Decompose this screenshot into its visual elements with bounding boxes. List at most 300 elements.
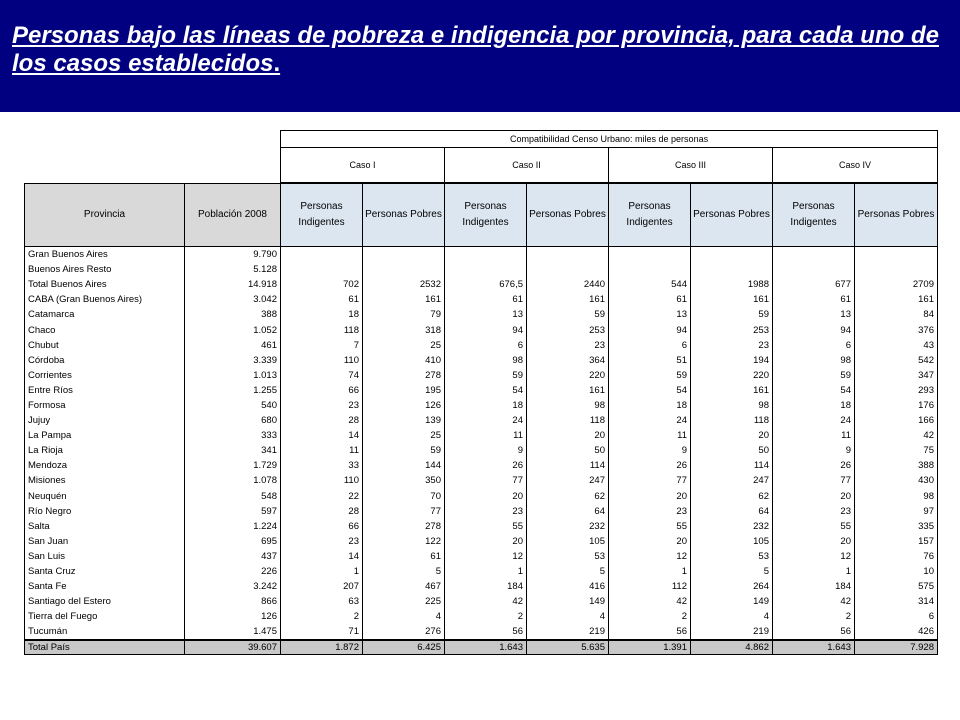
table-row bbox=[25, 594, 938, 609]
value-cell: 1 bbox=[609, 564, 691, 579]
value-cell: 24 bbox=[445, 413, 527, 428]
table-row bbox=[25, 534, 938, 549]
value-cell: 59 bbox=[363, 443, 445, 458]
value-cell: 22 bbox=[281, 489, 363, 504]
value-cell: 702 bbox=[281, 277, 363, 292]
value-cell: 112 bbox=[609, 579, 691, 594]
value-cell: 25 bbox=[363, 338, 445, 353]
value-cell: 157 bbox=[855, 534, 938, 549]
value-cell: 62 bbox=[527, 489, 609, 504]
total-cell: 1.391 bbox=[609, 640, 691, 655]
case-header: Caso III bbox=[609, 148, 773, 183]
value-cell: 3.242 bbox=[185, 579, 281, 594]
value-cell: 66 bbox=[281, 519, 363, 534]
value-cell: 350 bbox=[363, 473, 445, 488]
province-cell: Tierra del Fuego bbox=[25, 609, 185, 624]
value-cell: 2 bbox=[773, 609, 855, 624]
value-cell: 98 bbox=[691, 398, 773, 413]
table-row bbox=[25, 353, 938, 368]
value-cell: 11 bbox=[445, 428, 527, 443]
value-cell: 59 bbox=[773, 368, 855, 383]
value-cell: 77 bbox=[773, 473, 855, 488]
province-cell: Entre Ríos bbox=[25, 383, 185, 398]
value-cell: 11 bbox=[773, 428, 855, 443]
value-cell bbox=[691, 262, 773, 277]
value-cell: 13 bbox=[773, 307, 855, 322]
value-cell: 105 bbox=[691, 534, 773, 549]
province-cell: Neuquén bbox=[25, 489, 185, 504]
province-cell: Jujuy bbox=[25, 413, 185, 428]
value-cell: 76 bbox=[855, 549, 938, 564]
value-cell: 59 bbox=[527, 307, 609, 322]
poverty-table bbox=[24, 183, 938, 655]
value-cell: 278 bbox=[363, 368, 445, 383]
value-cell: 1.255 bbox=[185, 383, 281, 398]
value-cell: 18 bbox=[445, 398, 527, 413]
value-cell: 94 bbox=[773, 322, 855, 337]
value-cell: 98 bbox=[527, 398, 609, 413]
col-indigentes-header: Personas Indigentes bbox=[281, 184, 363, 247]
value-cell: 53 bbox=[527, 549, 609, 564]
value-cell bbox=[363, 262, 445, 277]
table-row bbox=[25, 549, 938, 564]
value-cell: 11 bbox=[281, 443, 363, 458]
table-row bbox=[25, 262, 938, 277]
province-cell: Santa Cruz bbox=[25, 564, 185, 579]
table-row bbox=[25, 519, 938, 534]
value-cell: 74 bbox=[281, 368, 363, 383]
value-cell: 23 bbox=[691, 338, 773, 353]
value-cell: 66 bbox=[281, 383, 363, 398]
table-row bbox=[25, 624, 938, 640]
value-cell: 161 bbox=[855, 292, 938, 307]
value-cell: 4 bbox=[691, 609, 773, 624]
table-row bbox=[25, 564, 938, 579]
value-cell: 13 bbox=[445, 307, 527, 322]
value-cell: 2532 bbox=[363, 277, 445, 292]
value-cell: 110 bbox=[281, 353, 363, 368]
value-cell: 20 bbox=[773, 489, 855, 504]
value-cell: 98 bbox=[445, 353, 527, 368]
value-cell: 1.475 bbox=[185, 624, 281, 640]
value-cell: 20 bbox=[773, 534, 855, 549]
value-cell: 12 bbox=[609, 549, 691, 564]
value-cell: 2 bbox=[281, 609, 363, 624]
value-cell bbox=[773, 247, 855, 263]
value-cell: 149 bbox=[527, 594, 609, 609]
province-cell: Misiones bbox=[25, 473, 185, 488]
province-cell: San Juan bbox=[25, 534, 185, 549]
value-cell: 110 bbox=[281, 473, 363, 488]
value-cell: 122 bbox=[363, 534, 445, 549]
province-cell: San Luis bbox=[25, 549, 185, 564]
total-row bbox=[25, 640, 938, 655]
value-cell: 597 bbox=[185, 504, 281, 519]
value-cell: 55 bbox=[773, 519, 855, 534]
table-row bbox=[25, 443, 938, 458]
value-cell: 98 bbox=[855, 489, 938, 504]
case-header: Caso IV bbox=[773, 148, 938, 183]
value-cell bbox=[527, 262, 609, 277]
province-cell: Tucumán bbox=[25, 624, 185, 640]
value-cell: 28 bbox=[281, 413, 363, 428]
province-cell: Santa Fe bbox=[25, 579, 185, 594]
value-cell: 53 bbox=[691, 549, 773, 564]
table-row bbox=[25, 398, 938, 413]
value-cell bbox=[691, 247, 773, 263]
province-cell: CABA (Gran Buenos Aires) bbox=[25, 292, 185, 307]
province-cell: Corrientes bbox=[25, 368, 185, 383]
province-cell: La Rioja bbox=[25, 443, 185, 458]
value-cell: 1.078 bbox=[185, 473, 281, 488]
value-cell: 20 bbox=[609, 534, 691, 549]
value-cell: 70 bbox=[363, 489, 445, 504]
value-cell: 20 bbox=[609, 489, 691, 504]
table-row bbox=[25, 413, 938, 428]
value-cell: 55 bbox=[609, 519, 691, 534]
value-cell: 161 bbox=[527, 383, 609, 398]
table-row bbox=[25, 609, 938, 624]
value-cell: 42 bbox=[609, 594, 691, 609]
value-cell: 426 bbox=[855, 624, 938, 640]
value-cell: 1.013 bbox=[185, 368, 281, 383]
value-cell: 253 bbox=[691, 322, 773, 337]
value-cell bbox=[445, 247, 527, 263]
value-cell: 18 bbox=[281, 307, 363, 322]
value-cell: 24 bbox=[609, 413, 691, 428]
value-cell: 20 bbox=[445, 534, 527, 549]
value-cell: 1 bbox=[281, 564, 363, 579]
table-row bbox=[25, 247, 938, 263]
value-cell: 50 bbox=[691, 443, 773, 458]
value-cell: 94 bbox=[609, 322, 691, 337]
value-cell: 18 bbox=[773, 398, 855, 413]
value-cell: 161 bbox=[691, 292, 773, 307]
total-cell: 6.425 bbox=[363, 640, 445, 655]
value-cell: 1.052 bbox=[185, 322, 281, 337]
value-cell: 23 bbox=[281, 398, 363, 413]
value-cell: 18 bbox=[609, 398, 691, 413]
col-pobres-header: Personas Pobres bbox=[527, 184, 609, 247]
value-cell: 79 bbox=[363, 307, 445, 322]
value-cell: 293 bbox=[855, 383, 938, 398]
value-cell: 195 bbox=[363, 383, 445, 398]
value-cell: 461 bbox=[185, 338, 281, 353]
table-row bbox=[25, 458, 938, 473]
value-cell: 23 bbox=[609, 504, 691, 519]
value-cell: 161 bbox=[363, 292, 445, 307]
value-cell: 126 bbox=[363, 398, 445, 413]
province-cell: Chaco bbox=[25, 322, 185, 337]
value-cell: 5 bbox=[527, 564, 609, 579]
province-cell: Gran Buenos Aires bbox=[25, 247, 185, 263]
value-cell: 98 bbox=[773, 353, 855, 368]
value-cell: 50 bbox=[527, 443, 609, 458]
province-cell: Formosa bbox=[25, 398, 185, 413]
value-cell: 97 bbox=[855, 504, 938, 519]
value-cell: 59 bbox=[691, 307, 773, 322]
value-cell: 232 bbox=[691, 519, 773, 534]
value-cell: 544 bbox=[609, 277, 691, 292]
col-indigentes-header: Personas Indigentes bbox=[445, 184, 527, 247]
province-cell: Mendoza bbox=[25, 458, 185, 473]
value-cell: 1.224 bbox=[185, 519, 281, 534]
value-cell: 2709 bbox=[855, 277, 938, 292]
value-cell bbox=[609, 247, 691, 263]
value-cell: 866 bbox=[185, 594, 281, 609]
case-header-table bbox=[280, 130, 938, 183]
value-cell bbox=[527, 247, 609, 263]
table-body bbox=[25, 247, 938, 641]
value-cell: 9 bbox=[445, 443, 527, 458]
value-cell: 364 bbox=[527, 353, 609, 368]
value-cell: 220 bbox=[527, 368, 609, 383]
value-cell: 77 bbox=[363, 504, 445, 519]
title-line: Personas bajo las líneas de pobreza e indigencia por provincia, para cada uno de los casos establecidos bbox=[12, 22, 939, 77]
value-cell: 184 bbox=[773, 579, 855, 594]
value-cell: 59 bbox=[609, 368, 691, 383]
value-cell: 114 bbox=[527, 458, 609, 473]
table-row bbox=[25, 579, 938, 594]
value-cell: 12 bbox=[445, 549, 527, 564]
value-cell: 144 bbox=[363, 458, 445, 473]
value-cell: 20 bbox=[691, 428, 773, 443]
value-cell: 42 bbox=[855, 428, 938, 443]
province-cell: Santiago del Estero bbox=[25, 594, 185, 609]
value-cell: 430 bbox=[855, 473, 938, 488]
value-cell: 64 bbox=[527, 504, 609, 519]
value-cell: 161 bbox=[691, 383, 773, 398]
value-cell: 84 bbox=[855, 307, 938, 322]
value-cell: 695 bbox=[185, 534, 281, 549]
value-cell: 1 bbox=[773, 564, 855, 579]
value-cell bbox=[281, 262, 363, 277]
value-cell: 61 bbox=[445, 292, 527, 307]
value-cell: 94 bbox=[445, 322, 527, 337]
total-cell: 39.607 bbox=[185, 640, 281, 655]
value-cell: 677 bbox=[773, 277, 855, 292]
value-cell: 416 bbox=[527, 579, 609, 594]
value-cell: 5 bbox=[363, 564, 445, 579]
value-cell: 247 bbox=[527, 473, 609, 488]
title-banner bbox=[0, 0, 960, 112]
value-cell: 28 bbox=[281, 504, 363, 519]
value-cell: 61 bbox=[609, 292, 691, 307]
province-cell: Salta bbox=[25, 519, 185, 534]
value-cell: 23 bbox=[527, 338, 609, 353]
total-cell: 1.643 bbox=[445, 640, 527, 655]
case-header: Caso I bbox=[281, 148, 445, 183]
value-cell: 55 bbox=[445, 519, 527, 534]
value-cell: 2 bbox=[445, 609, 527, 624]
value-cell: 6 bbox=[773, 338, 855, 353]
value-cell: 220 bbox=[691, 368, 773, 383]
table-row bbox=[25, 473, 938, 488]
value-cell: 219 bbox=[527, 624, 609, 640]
value-cell: 376 bbox=[855, 322, 938, 337]
table-row bbox=[25, 504, 938, 519]
value-cell: 264 bbox=[691, 579, 773, 594]
value-cell: 10 bbox=[855, 564, 938, 579]
col-indigentes-header: Personas Indigentes bbox=[609, 184, 691, 247]
value-cell: 5 bbox=[691, 564, 773, 579]
value-cell bbox=[609, 262, 691, 277]
col-pobres-header: Personas Pobres bbox=[691, 184, 773, 247]
value-cell: 61 bbox=[281, 292, 363, 307]
table-row bbox=[25, 292, 938, 307]
value-cell: 26 bbox=[773, 458, 855, 473]
value-cell: 3.042 bbox=[185, 292, 281, 307]
title-period: . bbox=[273, 50, 281, 77]
table-row bbox=[25, 338, 938, 353]
value-cell: 388 bbox=[855, 458, 938, 473]
value-cell: 23 bbox=[445, 504, 527, 519]
value-cell: 43 bbox=[855, 338, 938, 353]
value-cell: 314 bbox=[855, 594, 938, 609]
value-cell: 1988 bbox=[691, 277, 773, 292]
value-cell: 2 bbox=[609, 609, 691, 624]
value-cell: 388 bbox=[185, 307, 281, 322]
value-cell: 33 bbox=[281, 458, 363, 473]
page-title bbox=[12, 22, 952, 78]
value-cell: 14 bbox=[281, 549, 363, 564]
value-cell: 118 bbox=[281, 322, 363, 337]
province-cell: Total Buenos Aires bbox=[25, 277, 185, 292]
value-cell: 56 bbox=[773, 624, 855, 640]
value-cell: 207 bbox=[281, 579, 363, 594]
value-cell: 347 bbox=[855, 368, 938, 383]
value-cell: 13 bbox=[609, 307, 691, 322]
value-cell bbox=[445, 262, 527, 277]
value-cell: 341 bbox=[185, 443, 281, 458]
table-row bbox=[25, 428, 938, 443]
value-cell: 14.918 bbox=[185, 277, 281, 292]
table-row bbox=[25, 489, 938, 504]
value-cell: 23 bbox=[773, 504, 855, 519]
value-cell: 4 bbox=[363, 609, 445, 624]
value-cell: 4 bbox=[527, 609, 609, 624]
value-cell: 9 bbox=[609, 443, 691, 458]
value-cell: 14 bbox=[281, 428, 363, 443]
total-cell: 1.872 bbox=[281, 640, 363, 655]
value-cell: 2440 bbox=[527, 277, 609, 292]
col-poblacion-header: Población 2008 bbox=[185, 184, 281, 247]
value-cell: 139 bbox=[363, 413, 445, 428]
value-cell: 23 bbox=[281, 534, 363, 549]
value-cell: 6 bbox=[609, 338, 691, 353]
value-cell: 680 bbox=[185, 413, 281, 428]
value-cell: 247 bbox=[691, 473, 773, 488]
value-cell: 12 bbox=[773, 549, 855, 564]
value-cell: 24 bbox=[773, 413, 855, 428]
value-cell: 676,5 bbox=[445, 277, 527, 292]
col-pobres-header: Personas Pobres bbox=[855, 184, 938, 247]
province-cell: Catamarca bbox=[25, 307, 185, 322]
value-cell bbox=[855, 262, 938, 277]
value-cell: 114 bbox=[691, 458, 773, 473]
value-cell: 61 bbox=[363, 549, 445, 564]
value-cell: 54 bbox=[609, 383, 691, 398]
value-cell: 42 bbox=[773, 594, 855, 609]
value-cell: 225 bbox=[363, 594, 445, 609]
table-row bbox=[25, 277, 938, 292]
value-cell: 6 bbox=[855, 609, 938, 624]
value-cell: 410 bbox=[363, 353, 445, 368]
value-cell: 318 bbox=[363, 322, 445, 337]
value-cell: 9 bbox=[773, 443, 855, 458]
col-provincia-header: Provincia bbox=[25, 184, 185, 247]
value-cell: 3.339 bbox=[185, 353, 281, 368]
value-cell: 184 bbox=[445, 579, 527, 594]
value-cell: 62 bbox=[691, 489, 773, 504]
value-cell: 1 bbox=[445, 564, 527, 579]
value-cell: 219 bbox=[691, 624, 773, 640]
value-cell: 542 bbox=[855, 353, 938, 368]
value-cell: 161 bbox=[527, 292, 609, 307]
case-header: Caso II bbox=[445, 148, 609, 183]
value-cell: 467 bbox=[363, 579, 445, 594]
value-cell: 54 bbox=[445, 383, 527, 398]
table-row bbox=[25, 368, 938, 383]
value-cell: 232 bbox=[527, 519, 609, 534]
compat-header: Compatibilidad Censo Urbano: miles de personas bbox=[281, 131, 938, 148]
table-row bbox=[25, 383, 938, 398]
value-cell: 64 bbox=[691, 504, 773, 519]
province-cell: Buenos Aires Resto bbox=[25, 262, 185, 277]
value-cell: 25 bbox=[363, 428, 445, 443]
value-cell: 59 bbox=[445, 368, 527, 383]
value-cell: 63 bbox=[281, 594, 363, 609]
value-cell: 548 bbox=[185, 489, 281, 504]
value-cell: 253 bbox=[527, 322, 609, 337]
table-row bbox=[25, 322, 938, 337]
value-cell bbox=[363, 247, 445, 263]
value-cell: 75 bbox=[855, 443, 938, 458]
total-cell: 5.635 bbox=[527, 640, 609, 655]
value-cell: 42 bbox=[445, 594, 527, 609]
value-cell: 540 bbox=[185, 398, 281, 413]
value-cell: 126 bbox=[185, 609, 281, 624]
province-cell: Córdoba bbox=[25, 353, 185, 368]
total-cell: 7.928 bbox=[855, 640, 938, 655]
value-cell bbox=[773, 262, 855, 277]
value-cell: 333 bbox=[185, 428, 281, 443]
value-cell: 437 bbox=[185, 549, 281, 564]
value-cell: 56 bbox=[445, 624, 527, 640]
value-cell: 335 bbox=[855, 519, 938, 534]
value-cell: 1.729 bbox=[185, 458, 281, 473]
col-indigentes-header: Personas Indigentes bbox=[773, 184, 855, 247]
value-cell: 149 bbox=[691, 594, 773, 609]
value-cell: 194 bbox=[691, 353, 773, 368]
value-cell: 26 bbox=[609, 458, 691, 473]
value-cell: 54 bbox=[773, 383, 855, 398]
value-cell: 11 bbox=[609, 428, 691, 443]
total-cell: Total País bbox=[25, 640, 185, 655]
col-pobres-header: Personas Pobres bbox=[363, 184, 445, 247]
value-cell: 575 bbox=[855, 579, 938, 594]
province-cell: Río Negro bbox=[25, 504, 185, 519]
value-cell: 61 bbox=[773, 292, 855, 307]
total-cell: 1.643 bbox=[773, 640, 855, 655]
value-cell: 7 bbox=[281, 338, 363, 353]
value-cell: 105 bbox=[527, 534, 609, 549]
value-cell: 276 bbox=[363, 624, 445, 640]
value-cell: 20 bbox=[527, 428, 609, 443]
value-cell: 166 bbox=[855, 413, 938, 428]
province-cell: La Pampa bbox=[25, 428, 185, 443]
value-cell: 51 bbox=[609, 353, 691, 368]
